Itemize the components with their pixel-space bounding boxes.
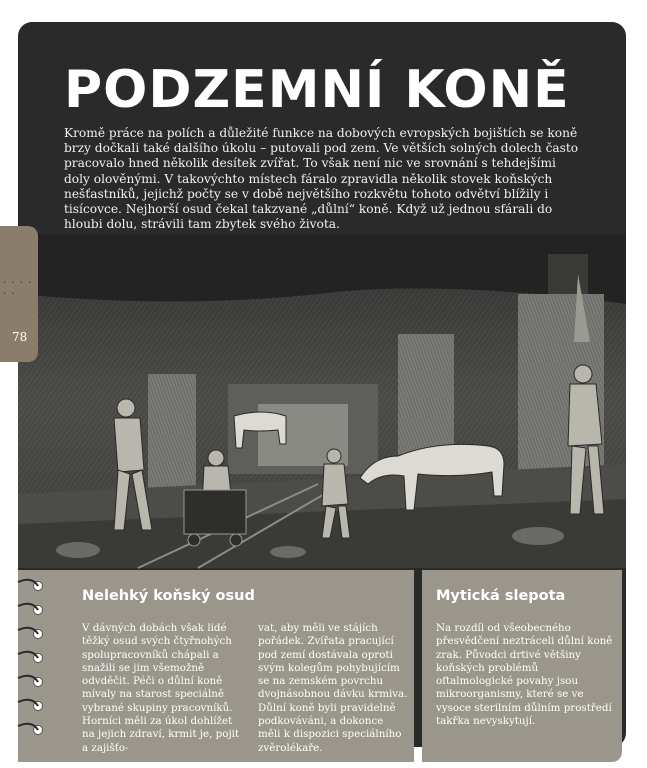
box-text-myth: Na rozdíl od všeobecného přesvědčení neztráceli důlní koně zrak. Původci drtivé většiny koňských problémů oftalmologické povahy jsou mikroorganismy, které se ve vysoce sterilním důlním prostředí takřka nevyskytují.	[436, 622, 613, 728]
page-card	[18, 22, 626, 754]
sidebar-box-myth	[422, 570, 622, 762]
box-title-horse-fate: Nelehký koňský osud	[82, 588, 255, 604]
mine-illustration	[18, 234, 626, 568]
page-number: 78	[12, 330, 28, 344]
page-title: PODZEMNÍ KONĚ	[64, 60, 570, 120]
box-title-myth: Mytická slepota	[436, 588, 566, 604]
spiral-binding-decoration	[18, 570, 58, 762]
sidebar-box-horse-fate	[58, 570, 414, 762]
page-tab	[0, 226, 38, 362]
tab-dots: · · · · · ·	[3, 278, 33, 300]
box-column-2: vat, aby měli ve stájích pořádek. Zvířata pracující pod zemí dostávala oproti svým kolegům pohybujícím se na zemském povrchu dvojnásobnou dávku krmiva. Důlní koně byli pravidelně podkováváni, a dokonce měli k dispozici speciálního zvěrolékaře.	[258, 622, 408, 754]
intro-paragraph: Kromě práce na polích a důležité funkce na dobových evropských bojištích se koně brzy dočkali také dalšího úkolu – putovali pod zem. Ve větších solných dolech často pracovalo hned několik desítek zvířat. To však není nic ve srovnání s tehdejšími doly olověnými. V takovýchto místech fáralo zpravidla několik stovek koňských nešťastníků, jejichž počty se v době největšího rozkvětu tohoto odvětví blížily i tisícovce. Nejhorší osud čekal takzvané „důlní“ koně. Když už jednou sfárali do hloubi dolu, strávili tam zbytek svého života.	[64, 126, 579, 232]
box-column-1: V dávných dobách však lidé těžký osud svých čtyřnohých spolupracovníků chápali a snažili se jim všemožně odvděčit. Péči o důlní koně mívaly na starost speciálně vybrané skupiny pracovníků. Horníci měli za úkol dohlížet na jejich zdraví, krmit je, pojit a zajišťo-	[82, 622, 240, 754]
